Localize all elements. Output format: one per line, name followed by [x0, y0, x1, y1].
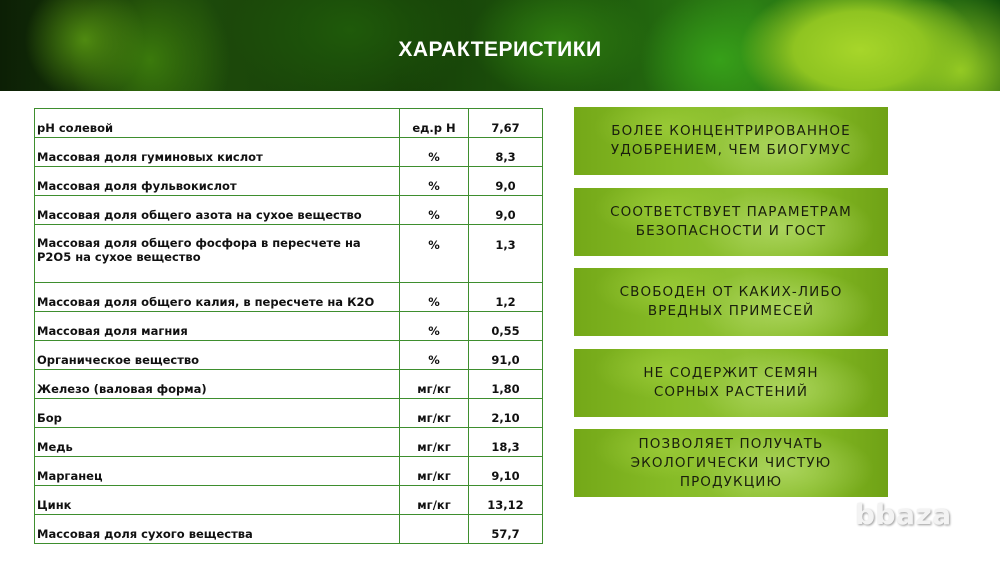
- feature-line: СОРНЫХ РАСТЕНИЙ: [653, 384, 809, 400]
- param-name: Марганец: [35, 457, 400, 486]
- param-unit: [400, 515, 469, 544]
- param-unit: ед.р Н: [400, 109, 469, 138]
- feature-line: БЕЗОПАСНОСТИ И ГОСТ: [635, 223, 827, 239]
- param-name: Медь: [35, 428, 400, 457]
- param-name: Массовая доля общего фосфора в пересчете на P2O5 на сухое вещество: [35, 225, 400, 283]
- param-name: pH солевой: [35, 109, 400, 138]
- feature-line: НЕ СОДЕРЖИТ СЕМЯН: [643, 365, 819, 381]
- param-value: 2,10: [469, 399, 543, 428]
- feature-line: ЭКОЛОГИЧЕСКИ ЧИСТУЮ: [630, 454, 832, 471]
- param-unit: %: [400, 196, 469, 225]
- param-value: 8,3: [469, 138, 543, 167]
- param-value: 57,7: [469, 515, 543, 544]
- param-value: 0,55: [469, 312, 543, 341]
- param-unit: %: [400, 341, 469, 370]
- param-unit: мг/кг: [400, 370, 469, 399]
- param-unit: %: [400, 167, 469, 196]
- param-unit: %: [400, 283, 469, 312]
- param-unit: %: [400, 225, 469, 283]
- param-name: Цинк: [35, 486, 400, 515]
- feature-line: СВОБОДЕН ОТ КАКИХ-ЛИБО: [619, 284, 843, 300]
- param-name: Массовая доля общего азота на сухое вещество: [35, 196, 400, 225]
- param-unit: мг/кг: [400, 457, 469, 486]
- param-name: Массовая доля фульвокислот: [35, 167, 400, 196]
- table-row: [35, 486, 543, 515]
- param-name: Массовая доля общего калия, в пересчете на К2О: [35, 283, 400, 312]
- table-row: [35, 196, 543, 225]
- feature-line: БОЛЕЕ КОНЦЕНТРИРОВАННОЕ: [611, 123, 851, 139]
- feature-box-no-impurities: [574, 268, 888, 336]
- header-banner: [0, 0, 1000, 91]
- param-unit: мг/кг: [400, 486, 469, 515]
- param-name: Массовая доля магния: [35, 312, 400, 341]
- param-unit: мг/кг: [400, 399, 469, 428]
- param-value: 9,0: [469, 196, 543, 225]
- page-title: ХАРАКТЕРИСТИКИ: [398, 38, 602, 61]
- feature-line: УДОБРЕНИЕМ, ЧЕМ БИОГУМУС: [610, 142, 852, 158]
- param-name: Железо (валовая форма): [35, 370, 400, 399]
- param-value: 9,0: [469, 167, 543, 196]
- param-name: Массовая доля гуминовых кислот: [35, 138, 400, 167]
- watermark-logo: bbaza: [855, 498, 952, 531]
- param-unit: %: [400, 138, 469, 167]
- feature-box-no-weed-seeds: [574, 349, 888, 417]
- table-row: [35, 138, 543, 167]
- feature-line: ПОЗВОЛЯЕТ ПОЛУЧАТЬ: [638, 435, 824, 452]
- table-row: [35, 341, 543, 370]
- param-value: 9,10: [469, 457, 543, 486]
- param-value: 1,2: [469, 283, 543, 312]
- param-value: 7,67: [469, 109, 543, 138]
- feature-box-eco-products: [574, 429, 888, 497]
- feature-box-gost: [574, 188, 888, 256]
- table-row: [35, 109, 543, 138]
- feature-line: СООТВЕТСТВУЕТ ПАРАМЕТРАМ: [610, 204, 852, 220]
- table-row: [35, 167, 543, 196]
- param-unit: мг/кг: [400, 428, 469, 457]
- feature-line: ВРЕДНЫХ ПРИМЕСЕЙ: [647, 303, 815, 319]
- param-name: Массовая доля сухого вещества: [35, 515, 400, 544]
- table-row: [35, 312, 543, 341]
- feature-line: ПРОДУКЦИЮ: [679, 473, 783, 490]
- param-value: 91,0: [469, 341, 543, 370]
- table-row: [35, 428, 543, 457]
- table-row: [35, 283, 543, 312]
- table-row: [35, 399, 543, 428]
- feature-box-concentrated: [574, 107, 888, 175]
- param-value: 18,3: [469, 428, 543, 457]
- param-value: 1,3: [469, 225, 543, 283]
- table-row: [35, 370, 543, 399]
- table-row: [35, 457, 543, 486]
- param-value: 13,12: [469, 486, 543, 515]
- param-value: 1,80: [469, 370, 543, 399]
- table-row: [35, 225, 543, 283]
- param-name: Бор: [35, 399, 400, 428]
- table-row: [35, 515, 543, 544]
- param-name: Органическое вещество: [35, 341, 400, 370]
- characteristics-table: [34, 108, 543, 544]
- param-unit: %: [400, 312, 469, 341]
